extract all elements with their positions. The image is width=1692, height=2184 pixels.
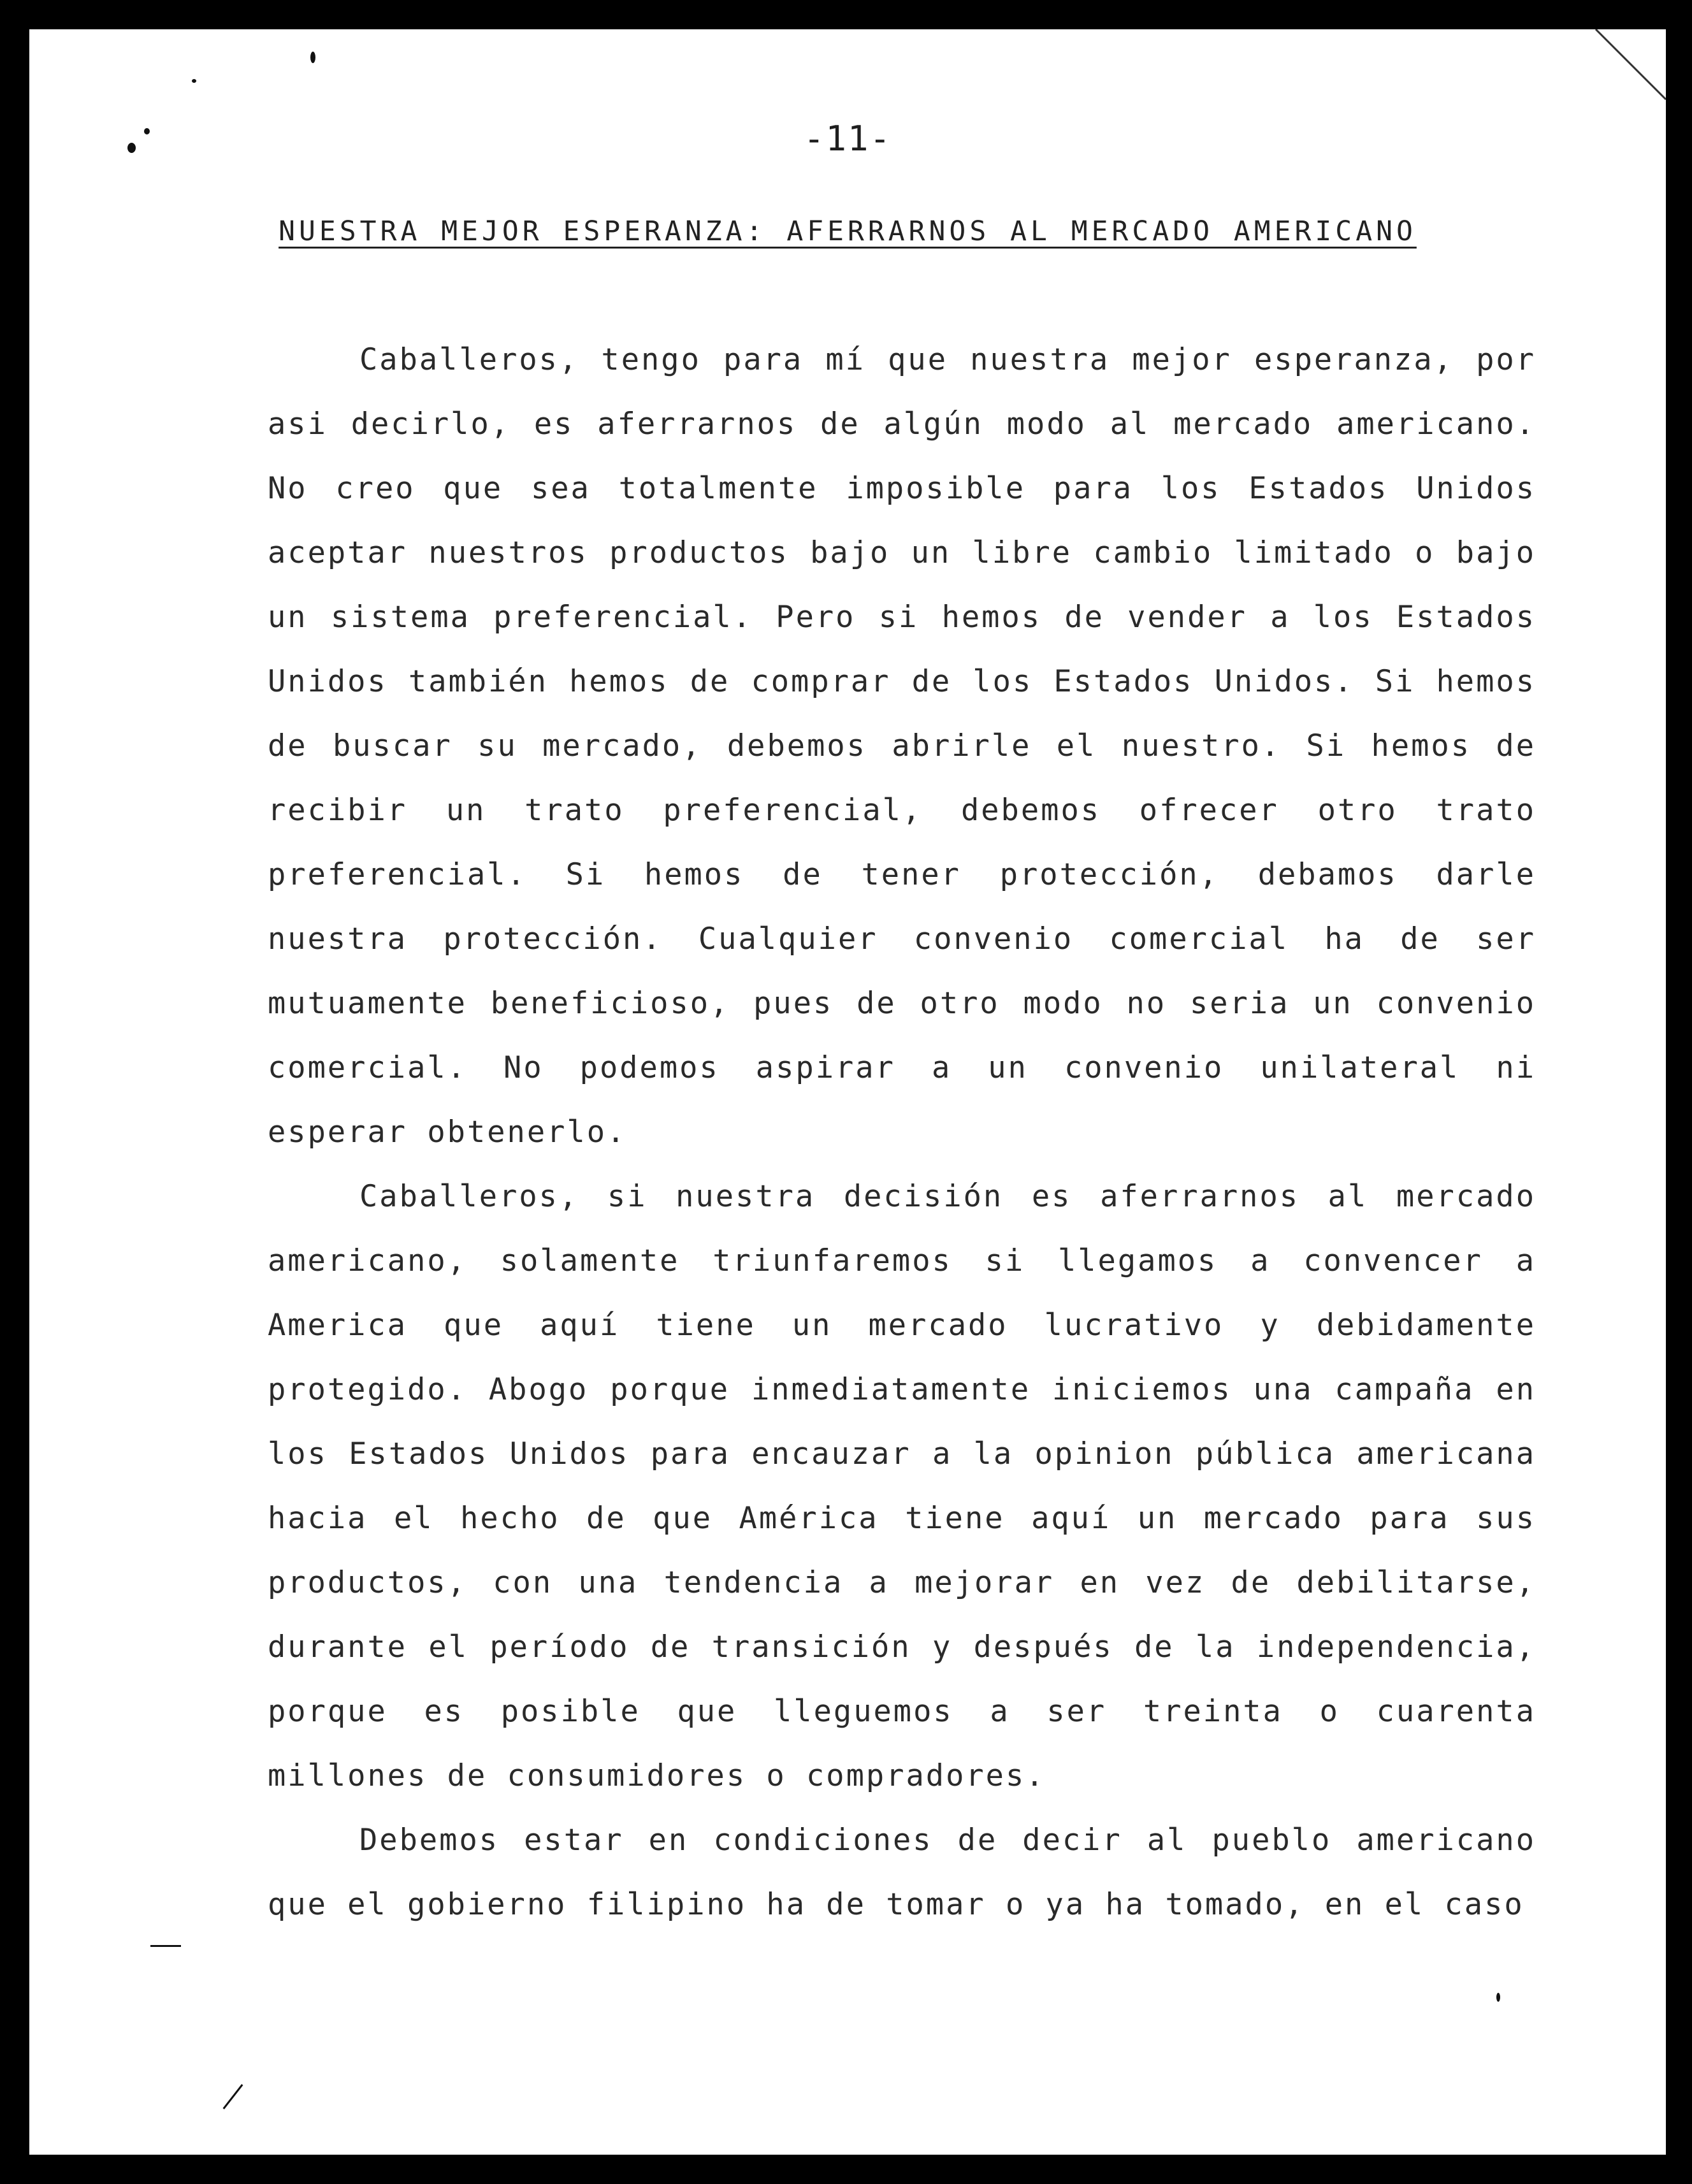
- section-heading-text: NUESTRA MEJOR ESPERANZA: AFERRARNOS AL MERCADO AMERICANO: [278, 215, 1417, 247]
- ink-speck: [150, 1945, 181, 1947]
- body-text: [268, 328, 1536, 1937]
- section-heading: [29, 215, 1666, 247]
- document-page: [29, 29, 1666, 2155]
- paragraph: Caballeros, tengo para mí que nuestra mejor esperanza, por asi decirlo, es aferrarnos de algún modo al mercado americano. No creo que sea totalmente imposible para los Estados Unidos aceptar nuestros productos bajo un libre cambio limitado o bajo un sistema preferencial. Pero si hemos de vender a los Estados Unidos también hemos de comprar de los Estados Unidos. Si hemos de buscar su mercado, debemos abrirle el nuestro. Si hemos de recibir un trato preferencial, debemos ofrecer otro trato preferencial. Si hemos de tener protección, debamos darle nuestra protección. Cualquier convenio comercial ha de ser mutuamente beneficioso, pues de otro modo no seria un convenio comercial. No podemos aspirar a un convenio unilateral ni esperar obtenerlo.: [268, 342, 1536, 1150]
- paragraph: Debemos estar en condiciones de decir al pueblo americano que el gobierno filipino ha de tomar o ya ha tomado, en el caso: [268, 1823, 1536, 1922]
- ink-speck: [223, 2084, 243, 2109]
- folded-corner-mark: [1589, 29, 1666, 106]
- ink-speck: [1496, 1993, 1500, 2002]
- ink-speck: [144, 128, 150, 134]
- paragraph: Caballeros, si nuestra decisión es aferrarnos al mercado americano, solamente triunfaremos si llegamos a convencer a America que aquí tiene un mercado lucrativo y debidamente protegido. Abogo porque inmediatamente iniciemos una campaña en los Estados Unidos para encauzar a la opinion pública americana hacia el hecho de que América tiene aquí un mercado para sus productos, con una tendencia a mejorar en vez de debilitarse, durante el período de transición y después de la independencia, porque es posible que lleguemos a ser treinta o cuarenta millones de consumidores o compradores.: [268, 1179, 1536, 1793]
- ink-speck: [310, 52, 315, 63]
- ink-speck: [192, 79, 196, 83]
- page-number: -11-: [803, 119, 892, 159]
- ink-speck: [127, 143, 136, 153]
